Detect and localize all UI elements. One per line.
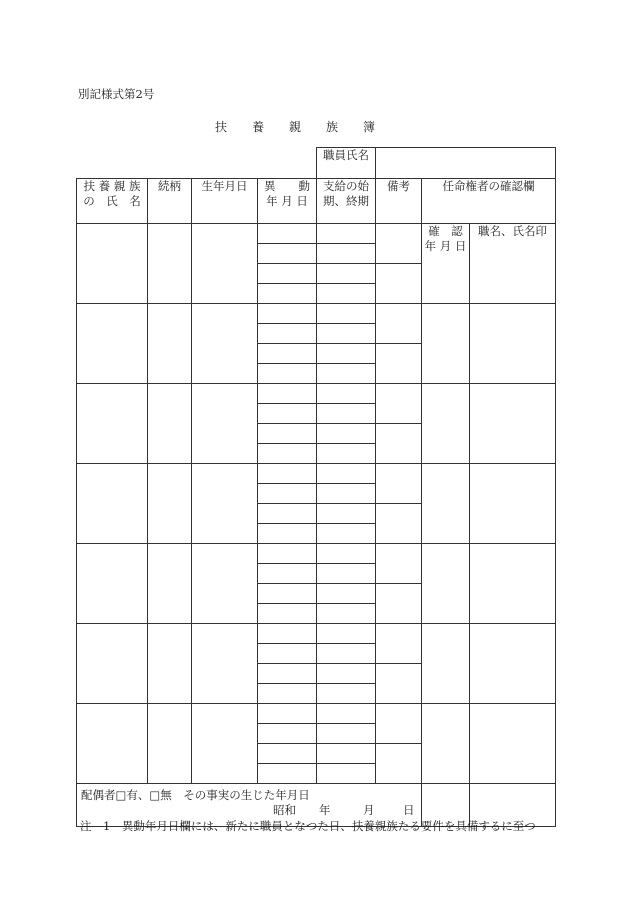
confirm-date-cell[interactable] bbox=[422, 624, 470, 704]
change-date-cell[interactable] bbox=[258, 404, 317, 424]
payment-period-cell[interactable] bbox=[317, 424, 376, 444]
remarks-cell[interactable] bbox=[376, 224, 422, 264]
change-date-cell[interactable] bbox=[258, 484, 317, 504]
payment-period-cell[interactable] bbox=[317, 684, 376, 704]
relation-cell[interactable] bbox=[148, 384, 192, 464]
dependent-name-cell[interactable] bbox=[77, 464, 148, 544]
remarks-cell[interactable] bbox=[376, 424, 422, 464]
change-date-cell[interactable] bbox=[258, 304, 317, 324]
change-date-cell[interactable] bbox=[258, 264, 317, 284]
spouse-date-line bbox=[77, 803, 421, 818]
relation-cell[interactable] bbox=[148, 224, 192, 304]
name-seal-cell[interactable] bbox=[470, 304, 556, 384]
change-date-cell[interactable] bbox=[258, 584, 317, 604]
year-unit: 年 bbox=[319, 803, 331, 817]
dependent-name-cell[interactable] bbox=[77, 224, 148, 304]
remarks-cell[interactable] bbox=[376, 664, 422, 704]
birth-date-cell[interactable] bbox=[192, 304, 258, 384]
remarks-cell[interactable] bbox=[376, 344, 422, 384]
change-date-cell[interactable] bbox=[258, 644, 317, 664]
payment-period-cell[interactable] bbox=[317, 404, 376, 424]
payment-period-header: 支給の始 期、終期 bbox=[317, 179, 376, 224]
payment-period-cell[interactable] bbox=[317, 324, 376, 344]
name-seal-cell[interactable] bbox=[470, 464, 556, 544]
form-number-label: 別記様式第2号 bbox=[78, 87, 155, 101]
title-name-seal-label: 職名、氏名印 bbox=[478, 224, 547, 238]
birth-date-cell[interactable] bbox=[192, 464, 258, 544]
change-date-cell[interactable] bbox=[258, 364, 317, 384]
title-char: 養 bbox=[252, 120, 265, 134]
payment-period-cell[interactable] bbox=[317, 444, 376, 464]
change-date-cell[interactable] bbox=[258, 464, 317, 484]
payment-period-cell[interactable] bbox=[317, 264, 376, 284]
payment-period-cell[interactable] bbox=[317, 464, 376, 484]
table-row bbox=[77, 704, 556, 724]
confirm-date-cell[interactable] bbox=[422, 384, 470, 464]
payment-period-cell[interactable] bbox=[317, 744, 376, 764]
birth-date-header: 生年月日 bbox=[192, 179, 258, 224]
birth-date-cell[interactable] bbox=[192, 704, 258, 784]
birth-date-cell[interactable] bbox=[192, 384, 258, 464]
payment-period-cell[interactable] bbox=[317, 764, 376, 784]
month-unit: 月 bbox=[363, 803, 375, 817]
change-date-cell[interactable] bbox=[258, 424, 317, 444]
day-unit: 日 bbox=[403, 803, 415, 817]
title-char: 簿 bbox=[363, 120, 376, 134]
payment-period-cell[interactable] bbox=[317, 724, 376, 744]
dependent-name-cell[interactable] bbox=[77, 624, 148, 704]
change-date-cell[interactable] bbox=[258, 764, 317, 784]
title-char: 族 bbox=[326, 120, 339, 134]
title-char: 親 bbox=[289, 120, 302, 134]
payment-period-cell[interactable] bbox=[317, 304, 376, 324]
remarks-cell[interactable] bbox=[376, 624, 422, 664]
table-row bbox=[77, 464, 556, 484]
relation-header: 続柄 bbox=[148, 179, 192, 224]
dependents-register-table bbox=[76, 147, 556, 827]
spouse-status-text: 配偶者□有、□無 その事実の生じた年月日 bbox=[81, 788, 310, 802]
payment-period-cell[interactable] bbox=[317, 624, 376, 644]
change-date-cell[interactable] bbox=[258, 344, 317, 364]
change-date-cell[interactable] bbox=[258, 704, 317, 724]
confirm-date-cell[interactable] bbox=[422, 704, 470, 784]
name-seal-cell[interactable] bbox=[470, 544, 556, 624]
footnote: 注 1 異動年月日欄には、新たに職員となつた日、扶養親族たる要件を具備するに至つ bbox=[80, 819, 536, 833]
payment-period-cell[interactable] bbox=[317, 344, 376, 364]
table-row bbox=[77, 224, 556, 244]
payment-period-cell[interactable] bbox=[317, 704, 376, 724]
relation-cell[interactable] bbox=[148, 304, 192, 384]
employee-name-label: 職員氏名 bbox=[317, 148, 376, 179]
remarks-cell[interactable] bbox=[376, 744, 422, 784]
change-date-cell[interactable] bbox=[258, 444, 317, 464]
remarks-cell[interactable] bbox=[376, 464, 422, 504]
change-date-cell[interactable] bbox=[258, 224, 317, 244]
confirm-date-cell[interactable] bbox=[422, 224, 470, 304]
remarks-cell[interactable] bbox=[376, 384, 422, 424]
relation-cell[interactable] bbox=[148, 544, 192, 624]
remarks-header: 備考 bbox=[376, 179, 422, 224]
remarks-cell[interactable] bbox=[376, 544, 422, 584]
era-label: 昭和 bbox=[273, 803, 296, 817]
confirm-date-cell[interactable] bbox=[422, 464, 470, 544]
payment-period-cell[interactable] bbox=[317, 644, 376, 664]
payment-period-cell[interactable] bbox=[317, 564, 376, 584]
confirm-date-label: 確 認 bbox=[428, 224, 463, 238]
change-date-cell[interactable] bbox=[258, 564, 317, 584]
remarks-cell[interactable] bbox=[376, 504, 422, 544]
confirm-date-cell[interactable] bbox=[422, 544, 470, 624]
relation-cell[interactable] bbox=[148, 624, 192, 704]
payment-period-cell[interactable] bbox=[317, 664, 376, 684]
payment-period-cell[interactable] bbox=[317, 244, 376, 264]
name-seal-cell[interactable] bbox=[470, 224, 556, 304]
payment-period-cell[interactable] bbox=[317, 524, 376, 544]
dependent-name-cell[interactable] bbox=[77, 704, 148, 784]
payment-period-cell[interactable] bbox=[317, 224, 376, 244]
payment-period-cell[interactable] bbox=[317, 504, 376, 524]
table-row bbox=[77, 544, 556, 564]
confirm-date-cell[interactable] bbox=[422, 304, 470, 384]
dependent-name-header: 扶 養 親 族 の 氏 名 bbox=[77, 179, 148, 224]
dependent-name-cell[interactable] bbox=[77, 544, 148, 624]
change-date-cell[interactable] bbox=[258, 684, 317, 704]
change-date-cell[interactable] bbox=[258, 384, 317, 404]
change-date-cell[interactable] bbox=[258, 284, 317, 304]
remarks-cell[interactable] bbox=[376, 704, 422, 744]
confirm-date-label-2: 年 月 日 bbox=[424, 239, 467, 253]
payment-period-cell[interactable] bbox=[317, 484, 376, 504]
change-date-cell[interactable] bbox=[258, 624, 317, 644]
title-char: 扶 bbox=[215, 120, 228, 134]
payment-period-cell[interactable] bbox=[317, 544, 376, 564]
payment-period-cell[interactable] bbox=[317, 384, 376, 404]
change-date-cell[interactable] bbox=[258, 664, 317, 684]
name-seal-cell[interactable] bbox=[470, 704, 556, 784]
form-title bbox=[215, 118, 400, 135]
payment-period-cell[interactable] bbox=[317, 284, 376, 304]
change-date-cell[interactable] bbox=[258, 604, 317, 624]
authority-confirmation-header: 任命権者の確認欄 bbox=[422, 179, 556, 224]
remarks-cell[interactable] bbox=[376, 584, 422, 624]
change-date-cell[interactable] bbox=[258, 724, 317, 744]
name-seal-cell[interactable] bbox=[470, 624, 556, 704]
remarks-cell[interactable] bbox=[376, 304, 422, 344]
change-date-cell[interactable] bbox=[258, 544, 317, 564]
birth-date-cell[interactable] bbox=[192, 224, 258, 304]
change-date-cell[interactable] bbox=[258, 244, 317, 264]
change-date-cell[interactable] bbox=[258, 524, 317, 544]
birth-date-cell[interactable] bbox=[192, 544, 258, 624]
relation-cell[interactable] bbox=[148, 704, 192, 784]
dependent-name-cell[interactable] bbox=[77, 384, 148, 464]
birth-date-cell[interactable] bbox=[192, 624, 258, 704]
remarks-cell[interactable] bbox=[376, 264, 422, 304]
dependent-name-cell[interactable] bbox=[77, 304, 148, 384]
relation-cell[interactable] bbox=[148, 464, 192, 544]
change-date-cell[interactable] bbox=[258, 744, 317, 764]
name-seal-cell[interactable] bbox=[470, 384, 556, 464]
change-date-cell[interactable] bbox=[258, 324, 317, 344]
payment-period-cell[interactable] bbox=[317, 584, 376, 604]
table-row bbox=[77, 304, 556, 324]
table-row bbox=[77, 384, 556, 404]
employee-name-field[interactable] bbox=[376, 148, 556, 179]
change-date-header: 異 動 年 月 日 bbox=[258, 179, 317, 224]
payment-period-cell[interactable] bbox=[317, 604, 376, 624]
payment-period-cell[interactable] bbox=[317, 364, 376, 384]
table-row bbox=[77, 624, 556, 644]
change-date-cell[interactable] bbox=[258, 504, 317, 524]
